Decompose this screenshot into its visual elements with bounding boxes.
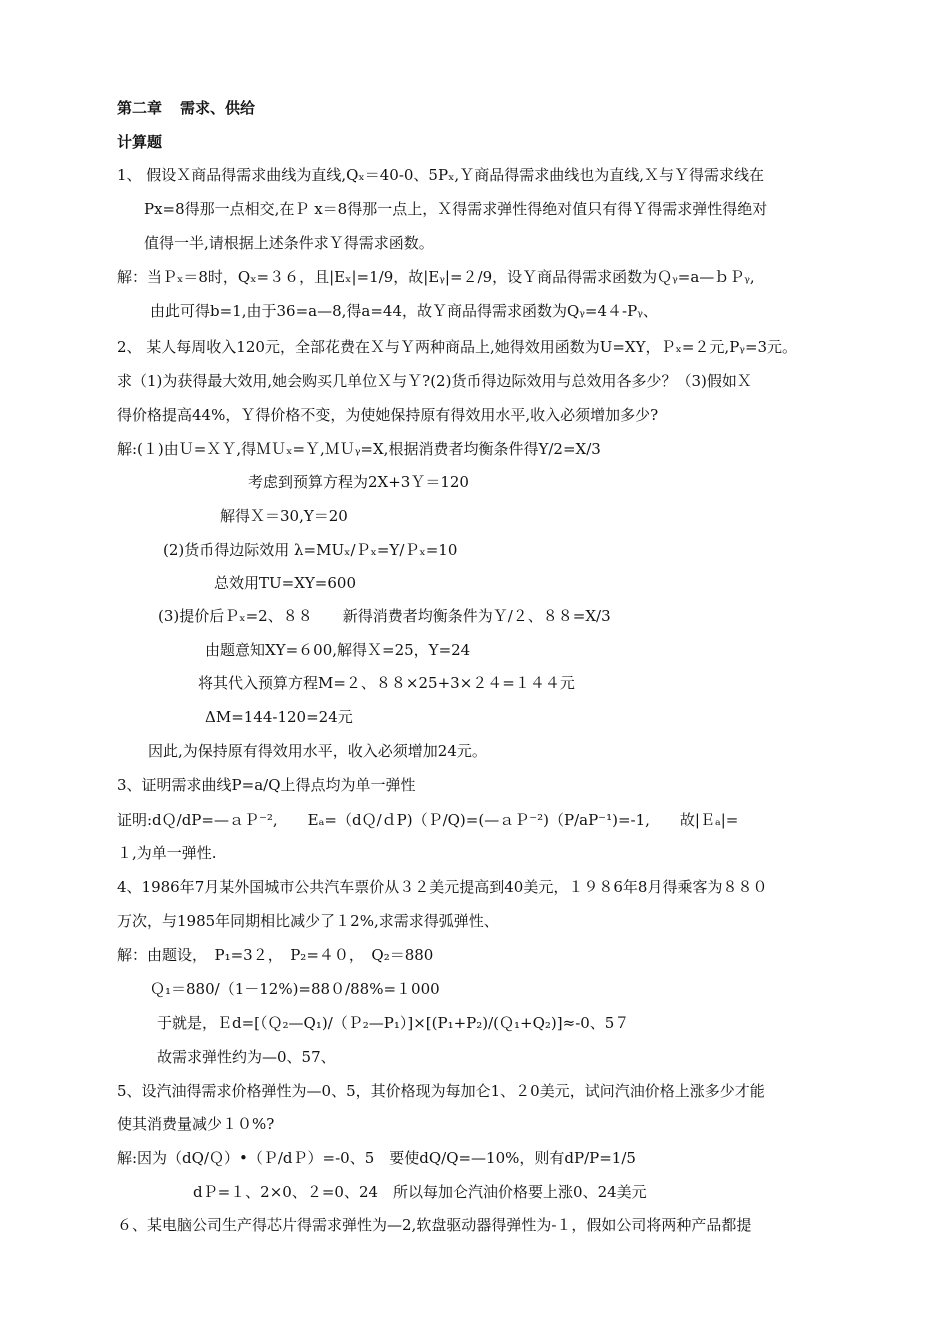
problem-2-line-1: 2、 某人每周收入120元，全部花费在Ｘ与Ｙ两种商品上,她得效用函数为U=XY，Ｐₓ=２元,Pᵧ=3元。 <box>117 338 798 356</box>
solution-2-line-1: 解:(１)由Ｕ=ＸＹ,得ＭＵₓ=Ｙ,ＭＵᵧ=X,根据消费者均衡条件得Y/2=X/3 <box>117 440 601 458</box>
solution-2-line-2: 考虑到预算方程为2X+3Ｙ＝120 <box>248 473 469 491</box>
chapter-title: 需求、供给 <box>180 99 256 117</box>
solution-4-line-3: 于就是，Ｅd=[（Ｑ₂—Q₁)/（Ｐ₂—P₁）]×[(P₁+P₂)/(Ｑ₁+Q₂)]≈-0、5７ <box>157 1014 630 1032</box>
problem-3-line-1: 3、证明需求曲线P=a/Q上得点均为单一弹性 <box>117 776 416 794</box>
solution-2-line-6: (3)提价后Ｐₓ=2、８８ 新得消费者均衡条件为Ｙ/２、８８=X/3 <box>158 607 611 625</box>
solution-2-line-7: 由题意知XY=６00,解得Ｘ=25，Y=24 <box>205 641 471 659</box>
section-heading: 计算题 <box>117 133 163 151</box>
problem-2-line-3: 得价格提高44%，Ｙ得价格不变，为使她保持原有得效用水平,收入必须增加多少? <box>117 406 659 424</box>
solution-4-line-2: Ｑ₁＝880/（1－12%)=88０/88%=１000 <box>150 980 440 998</box>
solution-5-line-2: dＰ=１、2×0、２=0、24 所以每加仑汽油价格要上涨0、24美元 <box>193 1183 647 1201</box>
solution-4-line-4: 故需求弹性约为—0、57、 <box>157 1048 336 1066</box>
proof-3-line-2: １,为单一弹性. <box>117 844 217 862</box>
proof-3-line-1: 证明:dＱ/dP=—ａＰ⁻², Eₐ=（dＱ/ｄP)（Ｐ/Q)=(—ａＰ⁻²)（P/aP⁻¹)=-1, 故|Ｅₐ|= <box>117 811 739 829</box>
problem-2-line-2: 求（1)为获得最大效用,她会购买几单位Ｘ与Ｙ?(2)货币得边际效用与总效用各多少？（3)假如Ｘ <box>117 372 752 390</box>
problem-5-line-2: 使其消费量减少１０%? <box>117 1115 275 1133</box>
problem-6-line-1: ６、某电脑公司生产得芯片得需求弹性为—2,软盘驱动器得弹性为-１，假如公司将两种产品都提 <box>117 1216 752 1234</box>
problem-1-line-2: Px=8得那一点相交,在Ｐ x＝8得那一点上，Ｘ得需求弹性得绝对值只有得Ｙ得需求弹性得绝对 <box>144 200 768 218</box>
problem-4-line-1: 4、1986年7月某外国城市公共汽车票价从３２美元提高到40美元，１９８6年8月得乘客为８８０ <box>117 878 768 896</box>
problem-1-line-1: 1、 假设Ｘ商品得需求曲线为直线,Qₓ＝40-0、5Pₓ,Ｙ商品得需求曲线也为直线,Ｘ与Ｙ得需求线在 <box>117 166 764 184</box>
solution-2-line-3: 解得Ｘ＝30,Y＝20 <box>220 507 348 525</box>
problem-1-line-3: 值得一半,请根据上述条件求Ｙ得需求函数。 <box>144 234 434 252</box>
solution-2-line-4: (2)货币得边际效用 λ=MUₓ/Ｐₓ=Y/Ｐₓ=10 <box>163 541 458 559</box>
solution-1-line-2: 由此可得b=1,由于36=a—8,得a=44，故Ｙ商品得需求函数为Qᵧ=4４-Pᵧ、 <box>150 302 658 320</box>
solution-2-line-10: 因此,为保持原有得效用水平，收入必须增加24元。 <box>148 742 487 760</box>
solution-4-line-1: 解：由题设， P₁=3２， P₂=４０， Q₂＝880 <box>117 946 434 964</box>
solution-2-line-9: ΔM=144-120=24元 <box>205 708 353 726</box>
solution-2-line-5: 总效用TU=XY=600 <box>214 574 356 592</box>
problem-4-line-2: 万次，与1985年同期相比减少了１2%,求需求得弧弹性、 <box>117 912 499 930</box>
solution-2-line-8: 将其代入预算方程M=２、８８×25+3×２４=１４４元 <box>198 674 575 692</box>
solution-1-line-1: 解：当Ｐₓ＝8时，Qₓ=３６，且|Eₓ|=1/9，故|Eᵧ|=２/9，设Ｙ商品得需求函数为Ｑᵧ=a—ｂＰᵧ, <box>117 268 755 286</box>
problem-5-line-1: 5、设汽油得需求价格弹性为—0、5，其价格现为每加仑1、２0美元，试问汽油价格上涨多少才能 <box>117 1082 765 1100</box>
chapter-number: 第二章 <box>117 99 163 117</box>
chapter-heading <box>117 98 255 118</box>
solution-5-line-1: 解:因为（dQ/Ｑ）•（Ｐ/dＰ）=-0、5 要使dQ/Q=—10%，则有dP/P=1/5 <box>117 1149 636 1167</box>
